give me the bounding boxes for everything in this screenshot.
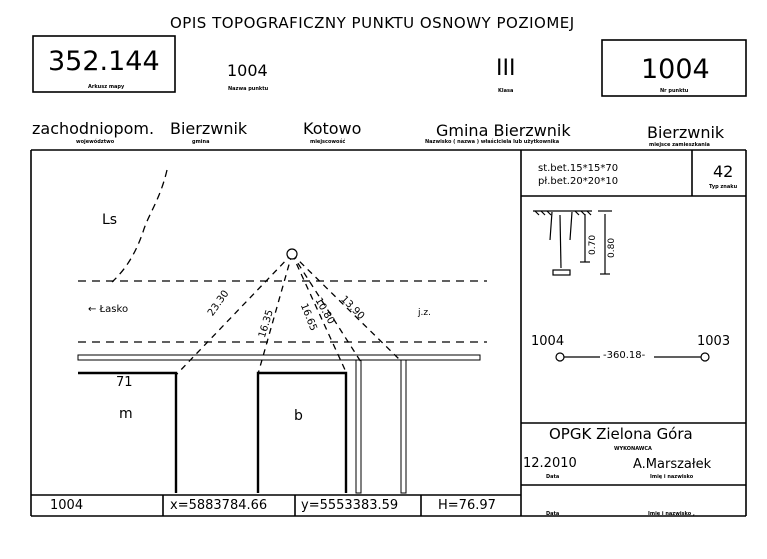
link-distance: -360.18- bbox=[603, 350, 646, 361]
sheet-caption: Arkusz mapy bbox=[88, 84, 125, 90]
depth-b: 0.80 bbox=[607, 237, 617, 258]
mark-type-caption: Typ znaku bbox=[709, 184, 738, 190]
coord-h: H=76.97 bbox=[438, 498, 496, 513]
locality: Kotowo bbox=[303, 119, 362, 138]
place-caption: miejsce zamieszkania bbox=[649, 142, 710, 148]
mark-type: 42 bbox=[713, 162, 734, 181]
contractor-person-caption: Imię i nazwisko bbox=[650, 474, 694, 480]
voivodeship-caption: województwo bbox=[76, 139, 115, 145]
distance-label: 16.65 bbox=[297, 302, 319, 333]
point-name-caption: Nazwa punktu bbox=[228, 86, 269, 92]
link-from: 1004 bbox=[531, 334, 565, 349]
distance-label: 23.30 bbox=[206, 288, 232, 319]
point-symbol bbox=[287, 249, 297, 259]
distance-label: 16.35 bbox=[257, 308, 276, 340]
coord-y: y=5553383.59 bbox=[301, 498, 399, 513]
voivodeship: zachodniopom. bbox=[32, 119, 155, 138]
sheet-number: 352.144 bbox=[48, 46, 160, 77]
class-caption: Klasa bbox=[498, 88, 514, 94]
class-value: III bbox=[496, 56, 516, 81]
parcel-m: m bbox=[119, 406, 133, 422]
stone-spec: st.bet.15*15*70 bbox=[538, 163, 619, 174]
check-person-caption: Imię i nazwisko , bbox=[648, 511, 695, 517]
point-name: 1004 bbox=[227, 61, 268, 80]
point-number: 1004 bbox=[641, 54, 710, 85]
coord-point: 1004 bbox=[50, 498, 84, 513]
check-date-caption: Data bbox=[546, 511, 560, 517]
locality-caption: miejscowość bbox=[310, 139, 346, 145]
point-number-caption: Nr punktu bbox=[660, 88, 689, 94]
parcel-71: 71 bbox=[116, 375, 133, 390]
contractor-caption: WYKONAWCA bbox=[614, 446, 652, 452]
parcel-b: b bbox=[294, 408, 303, 424]
road-name: ← Łasko bbox=[88, 304, 129, 315]
distance-label: 10.80 bbox=[312, 296, 337, 327]
coord-x: x=5883784.66 bbox=[170, 498, 268, 513]
road-tag: j.z. bbox=[418, 308, 431, 318]
forest-label: Ls bbox=[102, 212, 118, 228]
depth-a: 0.70 bbox=[588, 234, 598, 255]
plate-spec: pł.bet.20*20*10 bbox=[538, 176, 619, 187]
contractor-person: A.Marszałek bbox=[633, 457, 712, 472]
commune-caption: gmina bbox=[192, 139, 210, 145]
mark-section bbox=[533, 211, 612, 275]
sketch-lines bbox=[78, 170, 487, 493]
commune: Bierzwnik bbox=[170, 119, 248, 138]
cadastral: Gmina Bierzwnik bbox=[436, 121, 571, 140]
link-to: 1003 bbox=[697, 334, 731, 349]
contractor-date: 12.2010 bbox=[523, 456, 577, 471]
contractor-name: OPGK Zielona Góra bbox=[549, 425, 693, 443]
page-title: OPIS TOPOGRAFICZNY PUNKTU OSNOWY POZIOMEJ bbox=[170, 14, 575, 32]
distance-label: 13.90 bbox=[338, 294, 367, 323]
cadastral-caption: Nazwisko ( nazwa ) właściciela lub użytkownika bbox=[425, 139, 560, 145]
contractor-date-caption: Data bbox=[546, 474, 560, 480]
place: Bierzwnik bbox=[647, 123, 725, 142]
